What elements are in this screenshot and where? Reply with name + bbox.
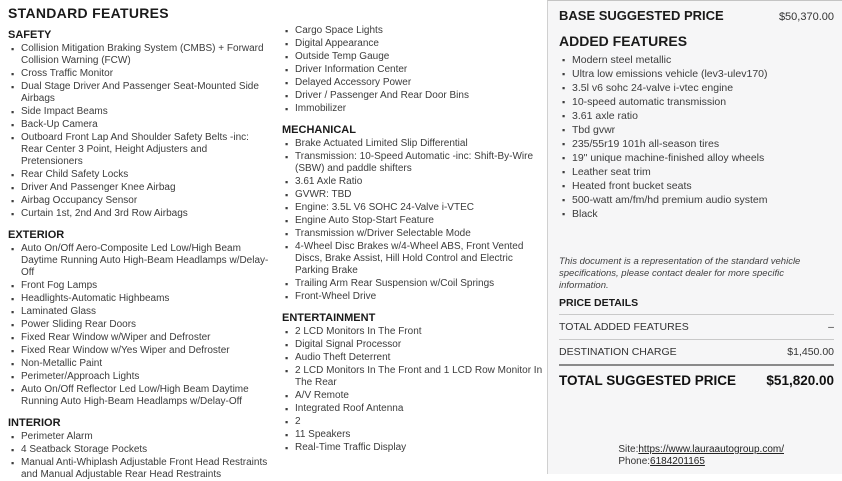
feature-text: Cross Traffic Monitor [21, 68, 114, 79]
feature-text: Back-Up Camera [21, 119, 98, 130]
price-panel [547, 0, 842, 474]
added-feature-item [559, 68, 834, 81]
added-feature-item [559, 194, 834, 207]
feature-section [282, 312, 545, 454]
feature-text: Front Fog Lamps [21, 280, 98, 291]
feature-item [282, 176, 545, 188]
feature-text: 235/55r19 101h all-season tires [572, 138, 720, 150]
feature-item [282, 64, 545, 76]
added-feature-item [559, 124, 834, 137]
feature-text: Digital Signal Processor [295, 339, 402, 350]
feature-item [282, 138, 545, 150]
feature-text: 4-Wheel Disc Brakes w/4-Wheel ABS, Front Vented Discs, Brake Assist, Hill Hold Control and Electric Parking Brake [295, 241, 524, 276]
feature-item [282, 241, 545, 277]
feature-text: Laminated Glass [21, 306, 97, 317]
feature-text: Engine Auto Stop-Start Feature [295, 215, 434, 226]
feature-text: Integrated Roof Antenna [295, 403, 404, 414]
feature-text: Perimeter Alarm [21, 431, 93, 442]
feature-text: Manual Anti-Whiplash Adjustable Front Head Restraints and Manual Adjustable Rear Head Restraints [21, 457, 268, 480]
base-price-row [559, 8, 834, 23]
feature-item [8, 293, 270, 305]
feature-text: 2 LCD Monitors In The Front [295, 326, 422, 337]
added-feature-item [559, 208, 834, 221]
feature-section [8, 417, 270, 481]
feature-list [282, 138, 545, 303]
feature-text: Front-Wheel Drive [295, 291, 377, 302]
feature-text: Audio Theft Deterrent [295, 352, 391, 363]
feature-text: Driver / Passenger And Rear Door Bins [295, 90, 469, 101]
feature-text: 11 Speakers [295, 429, 351, 440]
feature-text: Perimeter/Approach Lights [21, 371, 140, 382]
feature-text: Real-Time Traffic Display [295, 442, 407, 453]
feature-text: Non-Metallic Paint [21, 358, 103, 369]
feature-text: Cargo Space Lights [295, 25, 383, 36]
feature-text: Auto On/Off Aero-Composite Led Low/High Beam Daytime Running Auto High-Beam Headlamps w/Delay-Off [21, 243, 269, 278]
added-features-list [559, 54, 834, 222]
feature-item [8, 119, 270, 131]
feature-item [8, 345, 270, 357]
price-row [559, 339, 834, 364]
feature-item [8, 319, 270, 331]
feature-text: Outboard Front Lap And Shoulder Safety Belts -inc: Rear Center 3 Point, Height Adjusters and Pretensioners [21, 132, 249, 167]
feature-text: Digital Appearance [295, 38, 379, 49]
feature-item [282, 291, 545, 303]
section-heading: ENTERTAINMENT [282, 312, 376, 324]
feature-item [282, 416, 545, 428]
added-feature-item [559, 82, 834, 95]
feature-text: Power Sliding Rear Doors [21, 319, 137, 330]
feature-item [8, 306, 270, 318]
feature-item [282, 189, 545, 201]
feature-text: Fixed Rear Window w/Wiper and Defroster [21, 332, 211, 343]
feature-item [282, 429, 545, 441]
feature-item [282, 77, 545, 89]
feature-item [8, 68, 270, 80]
feature-item [8, 106, 270, 118]
feature-text: 2 [295, 416, 301, 427]
feature-text: Airbag Occupancy Sensor [21, 195, 138, 206]
feature-text: Transmission w/Driver Selectable Mode [295, 228, 471, 239]
feature-item [8, 280, 270, 292]
feature-list [282, 326, 545, 454]
price-row-value: $1,450.00 [787, 346, 834, 358]
feature-item [282, 352, 545, 364]
feature-item [8, 195, 270, 207]
base-price-value: $50,370.00 [778, 11, 834, 23]
page-title: STANDARD FEATURES [8, 5, 169, 21]
feature-item [8, 358, 270, 370]
feature-text: 3.61 Axle Ratio [295, 176, 363, 187]
feature-text: Transmission: 10-Speed Automatic -inc: Shift-By-Wire (SBW) and paddle shifters [295, 151, 534, 174]
feature-item [282, 390, 545, 402]
section-heading: INTERIOR [8, 417, 61, 429]
section-heading: SAFETY [8, 29, 52, 41]
price-row-label: TOTAL ADDED FEATURES [559, 321, 689, 333]
feature-text: Trailing Arm Rear Suspension w/Coil Springs [295, 278, 495, 289]
feature-text: Leather seat trim [572, 166, 651, 178]
added-feature-item [559, 180, 834, 193]
section-heading: MECHANICAL [282, 124, 356, 136]
feature-item [8, 81, 270, 105]
feature-text: Collision Mitigation Braking System (CMBS) + Forward Collision Warning (FCW) [21, 43, 264, 66]
feature-item [282, 339, 545, 351]
feature-item [282, 365, 545, 389]
section-heading: EXTERIOR [8, 229, 65, 241]
total-price-row [559, 364, 834, 394]
price-row-value: – [828, 321, 834, 333]
feature-text: Auto On/Off Reflector Led Low/High Beam Daytime Running Auto High-Beam Headlamps w/Delay-Off [21, 384, 249, 407]
feature-item [282, 442, 545, 454]
added-feature-item [559, 96, 834, 109]
feature-text: Heated front bucket seats [572, 180, 692, 192]
feature-item [282, 25, 545, 37]
feature-text: Modern steel metallic [572, 54, 672, 66]
feature-text: Delayed Accessory Power [295, 77, 412, 88]
feature-sections-2 [282, 25, 545, 454]
feature-text: 10-speed automatic transmission [572, 96, 727, 108]
feature-item [8, 132, 270, 168]
feature-section [8, 29, 270, 220]
price-details-heading: PRICE DETAILS [559, 297, 639, 309]
added-feature-item [559, 138, 834, 151]
feature-item [8, 332, 270, 344]
feature-text: Dual Stage Driver And Passenger Seat-Mounted Side Airbags [21, 81, 259, 104]
feature-text: Driver And Passenger Knee Airbag [21, 182, 176, 193]
dealer-contact [618, 444, 784, 468]
total-price-label: TOTAL SUGGESTED PRICE [559, 373, 737, 388]
site-line [618, 444, 784, 456]
feature-item [282, 202, 545, 214]
feature-text: Side Impact Beams [21, 106, 108, 117]
feature-text: 3.5l v6 sohc 24-valve i-vtec engine [572, 82, 734, 94]
base-price-label: BASE SUGGESTED PRICE [559, 8, 724, 23]
standard-features-column-1 [0, 0, 272, 480]
phone-link[interactable]: 6184201165 [650, 456, 705, 467]
price-rows [559, 314, 834, 364]
feature-item [8, 431, 270, 443]
feature-text: 19" unique machine-finished alloy wheels [572, 152, 765, 164]
phone-label: Phone: [618, 456, 651, 467]
feature-list [8, 43, 270, 220]
feature-section [8, 229, 270, 408]
feature-text: Fixed Rear Window w/Yes Wiper and Defroster [21, 345, 230, 356]
feature-item [8, 243, 270, 279]
feature-text: Outside Temp Gauge [295, 51, 390, 62]
feature-list [8, 243, 270, 408]
price-row [559, 314, 834, 339]
price-row-label: DESTINATION CHARGE [559, 346, 677, 358]
feature-text: 2 LCD Monitors In The Front and 1 LCD Row Monitor In The Rear [295, 365, 543, 388]
feature-text: Brake Actuated Limited Slip Differential [295, 138, 468, 149]
feature-item [8, 371, 270, 383]
feature-text: Rear Child Safety Locks [21, 169, 129, 180]
feature-item [8, 384, 270, 408]
added-feature-item [559, 54, 834, 67]
feature-text: 3.61 axle ratio [572, 110, 638, 122]
feature-text: Tbd gvwr [572, 124, 616, 136]
feature-text: Driver Information Center [295, 64, 408, 75]
feature-item [8, 169, 270, 181]
feature-text: Curtain 1st, 2nd And 3rd Row Airbags [21, 208, 188, 219]
feature-item [8, 208, 270, 220]
feature-item [8, 457, 270, 481]
feature-item [8, 43, 270, 67]
feature-list [282, 25, 545, 115]
feature-text: 4 Seatback Storage Pockets [21, 444, 148, 455]
feature-item [282, 103, 545, 115]
feature-text: Black [572, 208, 598, 220]
disclaimer-text: This document is a representation of the standard vehicle specifications, please contact dealer for more specific information. [559, 256, 801, 291]
phone-line [618, 456, 784, 468]
feature-item [282, 326, 545, 338]
feature-text: Ultra low emissions vehicle (lev3-ulev170) [572, 68, 768, 80]
site-link[interactable]: https://www.lauraautogroup.com/ [638, 444, 784, 455]
feature-item [282, 278, 545, 290]
standard-features-column-2 [272, 0, 547, 474]
feature-item [282, 151, 545, 175]
site-label: Site: [618, 444, 639, 455]
feature-text: Engine: 3.5L V6 SOHC 24-Valve i-VTEC [295, 202, 474, 213]
feature-item [8, 444, 270, 456]
added-feature-item [559, 152, 834, 165]
feature-section [282, 25, 545, 115]
feature-item [282, 38, 545, 50]
feature-text: 500-watt am/fm/hd premium audio system [572, 194, 768, 206]
feature-text: GVWR: TBD [295, 189, 352, 200]
feature-section [282, 124, 545, 303]
feature-item [282, 51, 545, 63]
feature-item [8, 182, 270, 194]
feature-text: Immobilizer [295, 103, 347, 114]
added-feature-item [559, 110, 834, 123]
feature-text: Headlights-Automatic Highbeams [21, 293, 170, 304]
total-price-value: $51,820.00 [766, 373, 834, 388]
added-feature-item [559, 166, 834, 179]
feature-item [282, 403, 545, 415]
feature-sections-1 [8, 29, 270, 481]
feature-item [282, 228, 545, 240]
feature-text: A/V Remote [295, 390, 349, 401]
feature-item [282, 90, 545, 102]
feature-item [282, 215, 545, 227]
added-features-heading: ADDED FEATURES [559, 33, 688, 49]
